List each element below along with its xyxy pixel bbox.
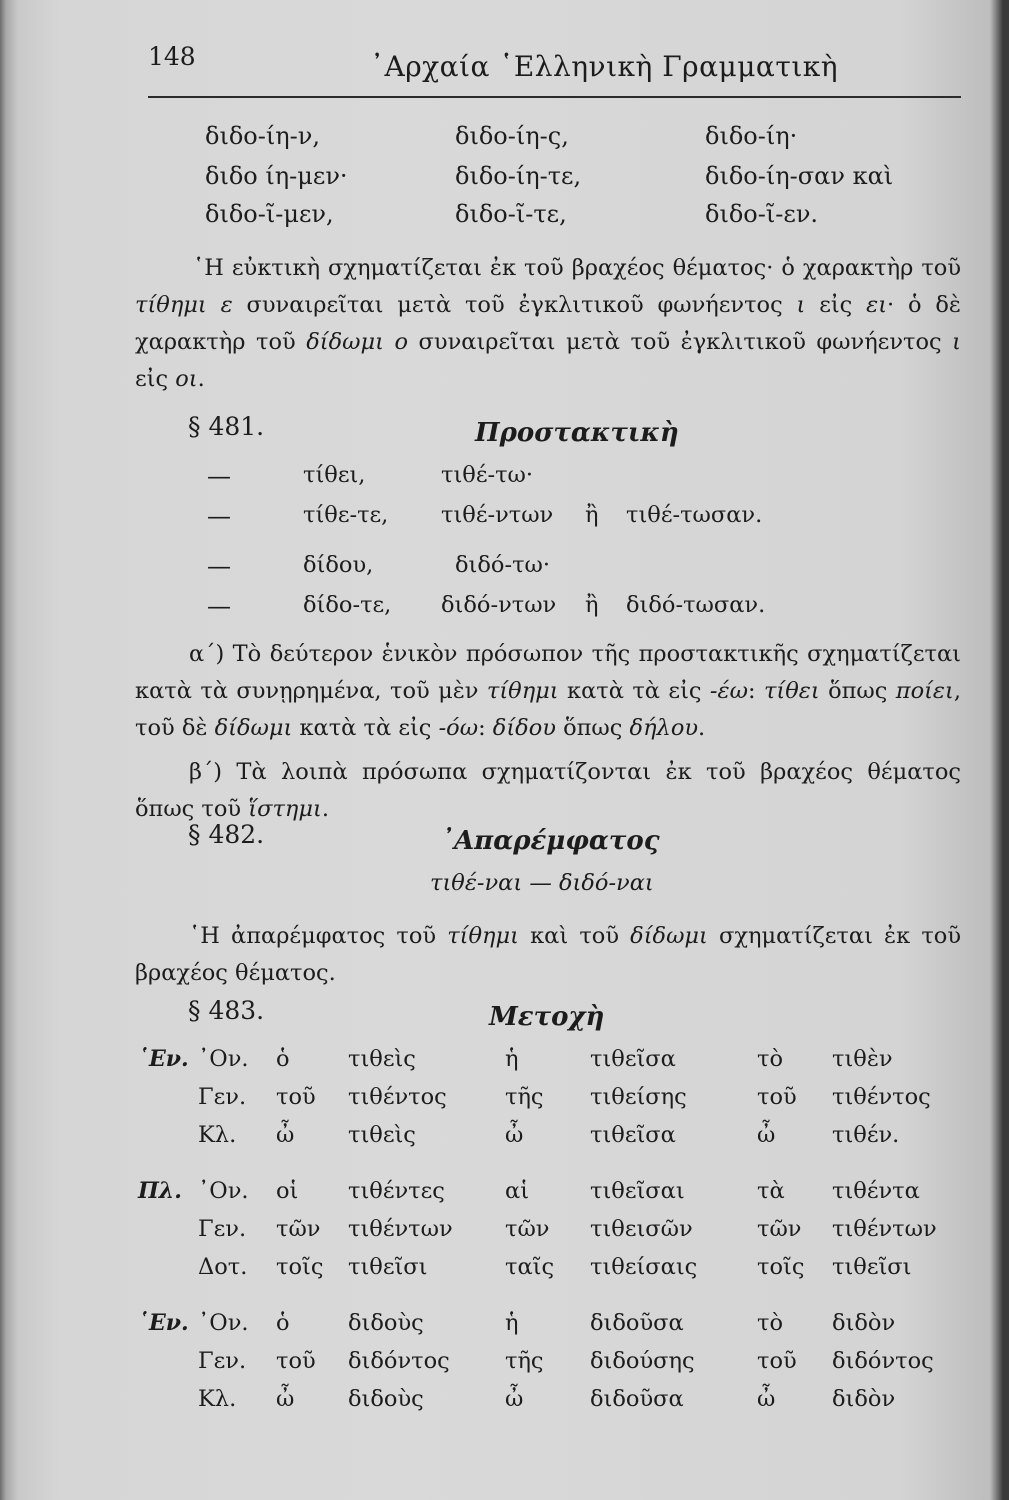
participle-participle: τιθέντες [348, 1178, 445, 1204]
participle-case-label: Γεν. [198, 1084, 247, 1110]
participle-article: τοῖς [757, 1254, 805, 1280]
participle-participle: τιθεὶς [348, 1046, 416, 1072]
imperative-form: τίθει, [303, 462, 366, 488]
participle-participle: τιθέντων [348, 1216, 453, 1242]
participle-participle: τιθέντων [832, 1216, 937, 1242]
participle-participle: διδοὺς [348, 1386, 424, 1412]
form-cell: διδο ίη-μεν· [205, 162, 348, 190]
participle-participle: τιθέν. [832, 1122, 900, 1148]
conjunction: ἢ [585, 502, 599, 528]
imperative-note-a: α΄) Τὸ δεύτερον ἑνικὸν πρόσωπον τῆς προστακτικῆς σχηματίζεται κατὰ τὰ συνῃρημένα, τοῦ μὲν τίθημι κατὰ τὰ εἰς -έω: τίθει ὅπως ποίει, τοῦ δὲ δίδωμι κατὰ τὰ εἰς -όω: δίδου ὅπως δήλου. [135, 641, 961, 741]
imperative-form: διδό-τω· [455, 552, 551, 578]
participle-article: αἱ [505, 1178, 530, 1204]
participle-article: τὸ [757, 1046, 783, 1072]
participle-article: ὁ [276, 1046, 290, 1072]
infinitive-note: ῾Η ἀπαρέμφατος τοῦ τίθημι καὶ τοῦ δίδωμι σχηματίζεται ἐκ τοῦ βραχέος θέματος. [135, 923, 961, 986]
section-number: § 481. [188, 412, 265, 441]
participle-article: τοῦ [276, 1084, 316, 1110]
imperative-form: δίδου, [303, 552, 374, 578]
dash: — [207, 552, 231, 580]
participle-case-label: Κλ. [198, 1386, 237, 1412]
header-rule [148, 96, 961, 98]
participle-article: ὁ [276, 1310, 290, 1336]
participle-participle: διδοῦσα [590, 1310, 684, 1336]
participle-number-label: ῾Εν. [138, 1310, 189, 1336]
participle-article: οἱ [276, 1178, 299, 1204]
participle-number-label: ῾Εν. [138, 1046, 189, 1072]
participle-participle: τιθέντος [832, 1084, 931, 1110]
participle-case-label: Κλ. [198, 1122, 237, 1148]
participle-article: τὸ [757, 1310, 783, 1336]
participle-participle: τιθεῖσι [348, 1254, 428, 1280]
participle-article: ταῖς [505, 1254, 555, 1280]
participle-participle: τιθεῖσα [590, 1122, 676, 1148]
form-cell: διδο-ίη-σαν καὶ [705, 162, 894, 190]
page-number: 148 [148, 42, 196, 71]
participle-article: τοῦ [276, 1348, 316, 1374]
participle-participle: διδόντος [348, 1348, 450, 1374]
form-cell: διδο-ίη-ς, [455, 122, 569, 150]
imperative-form: τιθέ-ντων [441, 502, 554, 528]
participle-article: τοῦ [757, 1084, 797, 1110]
imperative-note-b: β΄) Τὰ λοιπὰ πρόσωπα σχηματίζονται ἐκ τοῦ βραχέος θέματος ὅπως τοῦ ἵστημι. [135, 759, 961, 822]
section-heading: ᾿Απαρέμφατος [441, 826, 660, 856]
participle-participle: τιθεὶς [348, 1122, 416, 1148]
participle-case-label: ᾿Ον. [198, 1310, 249, 1336]
form-cell: διδο-ίη· [705, 122, 798, 150]
participle-participle: διδὸν [832, 1310, 896, 1336]
participle-participle: τιθεῖσαι [590, 1178, 685, 1204]
participle-participle: τιθεισῶν [590, 1216, 693, 1242]
participle-participle: διδὸν [832, 1386, 896, 1412]
form-cell: διδο-ῖ-τε, [455, 200, 567, 228]
participle-article: τοῦ [757, 1348, 797, 1374]
imperative-form: τίθε-τε, [303, 502, 389, 528]
infinitive-forms: τιθέ-ναι — διδό-ναι [430, 870, 654, 896]
participle-article: τῆς [505, 1348, 544, 1374]
participle-case-label: Δοτ. [198, 1254, 248, 1280]
participle-article: ὦ [757, 1122, 776, 1148]
participle-article: ἡ [505, 1046, 519, 1072]
participle-article: ὦ [505, 1386, 524, 1412]
participle-article: τῶν [757, 1216, 802, 1242]
dash: — [207, 502, 231, 530]
imperative-form: δίδο-τε, [303, 592, 392, 618]
participle-case-label: ᾿Ον. [198, 1178, 249, 1204]
imperative-form: τιθέ-τω· [441, 462, 534, 488]
participle-participle: τιθείσης [590, 1084, 687, 1110]
participle-article: τῶν [505, 1216, 550, 1242]
dash: — [207, 592, 231, 620]
optative-paragraph: ῾Η εὐκτικὴ σχηματίζεται ἐκ τοῦ βραχέος θέματος· ὁ χαρακτὴρ τοῦ τίθημι ε συναιρεῖται μετὰ τοῦ ἐγκλιτικοῦ φωνήεντος ι εἰς ει· ὁ δὲ χαρακτὴρ τοῦ δίδωμι ο συναιρεῖται μετὰ τοῦ ἐγκλιτικοῦ φωνήεντος ι εἰς οι. [135, 255, 962, 392]
section-number: § 482. [188, 820, 265, 849]
participle-number-label: Πλ. [138, 1178, 182, 1204]
section-heading: Μετοχὴ [489, 1002, 605, 1032]
participle-participle: τιθέντα [832, 1178, 920, 1204]
participle-participle: διδόντος [832, 1348, 934, 1374]
participle-case-label: ᾿Ον. [198, 1046, 249, 1072]
imperative-form: διδό-ντων [441, 592, 557, 618]
participle-article: τὰ [757, 1178, 785, 1204]
running-head-title: ᾿Αρχαία ῾Ελληνικὴ Γραμματικὴ [370, 50, 839, 83]
participle-participle: διδοὺς [348, 1310, 424, 1336]
dash: — [207, 462, 231, 490]
participle-article: τοῖς [276, 1254, 324, 1280]
participle-participle: τιθείσαις [590, 1254, 698, 1280]
imperative-form: διδό-τωσαν. [626, 592, 766, 618]
participle-article: ὦ [757, 1386, 776, 1412]
participle-article: ὦ [505, 1122, 524, 1148]
participle-article: ὦ [276, 1122, 295, 1148]
section-heading: Προστακτικὴ [475, 418, 679, 448]
participle-participle: τιθέντος [348, 1084, 447, 1110]
participle-participle: τιθεῖσα [590, 1046, 676, 1072]
participle-article: τῆς [505, 1084, 544, 1110]
participle-article: ἡ [505, 1310, 519, 1336]
conjunction: ἢ [585, 592, 599, 618]
form-cell: διδο-ῖ-εν. [705, 200, 819, 228]
participle-participle: διδούσης [590, 1348, 695, 1374]
form-cell: διδο-ῖ-μεν, [205, 200, 334, 228]
participle-participle: διδοῦσα [590, 1386, 684, 1412]
participle-case-label: Γεν. [198, 1348, 247, 1374]
form-cell: διδο-ίη-ν, [205, 122, 320, 150]
form-cell: διδο-ίη-τε, [455, 162, 582, 190]
participle-case-label: Γεν. [198, 1216, 247, 1242]
section-number: § 483. [188, 996, 265, 1025]
participle-participle: τιθὲν [832, 1046, 893, 1072]
participle-article: ὦ [276, 1386, 295, 1412]
participle-article: τῶν [276, 1216, 321, 1242]
imperative-form: τιθέ-τωσαν. [626, 502, 763, 528]
participle-participle: τιθεῖσι [832, 1254, 912, 1280]
